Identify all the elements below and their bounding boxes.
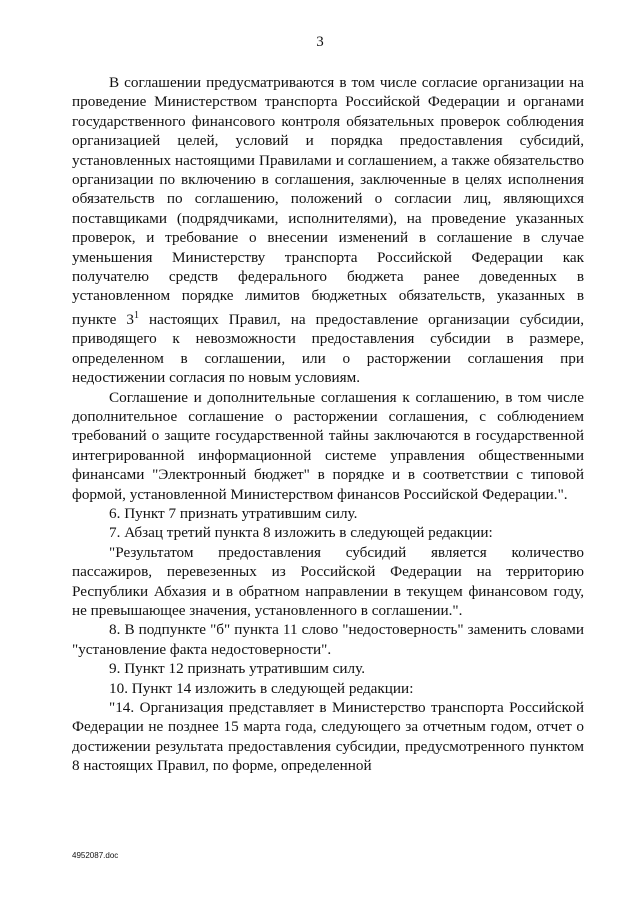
paragraph-result-definition: "Результатом предоставления субсидий является количество пассажиров, перевезенных из Российской Федерации на территорию Республики Абхазия и в обратном направлении в текущем финансовом году, не превышающее значения, установленного в соглашении.". — [72, 543, 584, 619]
paragraph-agreement-terms — [72, 73, 584, 388]
superscript: 1 — [134, 309, 139, 321]
paragraph-text: В соглашении предусматриваются в том числе согласие организации на проведение Министерством транспорта Российской Федерации и органами государственного финансового контроля обязательных проверок соблюдения организацией целей, условий и порядка предоставления субсидий, установленных настоящими Правилами и соглашением, а также обязательство организации по включению в соглашения, заключенные в целях исполнения обязательств по соглашению, положений о согласии лиц, являющихся поставщиками (подрядчиками, исполнителями), на проведение указанных проверок, и требование о внесении изменений в соглашение в случае уменьшения Министерству транспорта Российской Федерации как получателю средств федерального бюджета ранее доведенных в установленном порядке лимитов бюджетных обязательств, указанных в пункте 3 — [72, 74, 584, 328]
paragraph-item-14-text: "14. Организация представляет в Министерство транспорта Российской Федерации не позднее 15 марта года, следующего за отчетным годом, отчет о достижении результата предоставления субсидии, предусмотренного пунктом 8 настоящих Правил, по форме, определенной — [72, 699, 584, 775]
paragraph-item-10: 10. Пункт 14 изложить в следующей редакции: — [109, 679, 414, 697]
paragraph-item-9: 9. Пункт 12 признать утратившим силу. — [109, 660, 365, 678]
paragraph-item-7: 7. Абзац третий пункта 8 изложить в следующей редакции: — [109, 524, 493, 542]
paragraph-item-8: 8. В подпункте "б" пункта 11 слово "недостоверность" заменить словами "установление факта недостоверности". — [72, 621, 584, 658]
page-number: 3 — [316, 34, 324, 50]
paragraph-text-tail: настоящих Правил, на предоставление организации субсидии, приводящего к невозможности предоставления субсидии в размере, определенном в соглашении, или о расторжении соглашения при недостижении согласия по новым условиям. — [72, 310, 584, 387]
paragraph-electronic-budget: Соглашение и дополнительные соглашения к соглашению, в том числе дополнительное соглашение о расторжении соглашения, с соблюдением требований о защите государственной тайны заключаются в государственной интегрированной информационной системе управления общественными финансами "Электронный бюджет" в порядке и в соответствии с типовой формой, установленной Министерством финансов Российской Федерации.". — [72, 388, 584, 503]
document-body — [72, 73, 584, 776]
document-file-id: 4952087.doc — [72, 851, 119, 860]
paragraph-item-6: 6. Пункт 7 признать утратившим силу. — [109, 504, 358, 522]
